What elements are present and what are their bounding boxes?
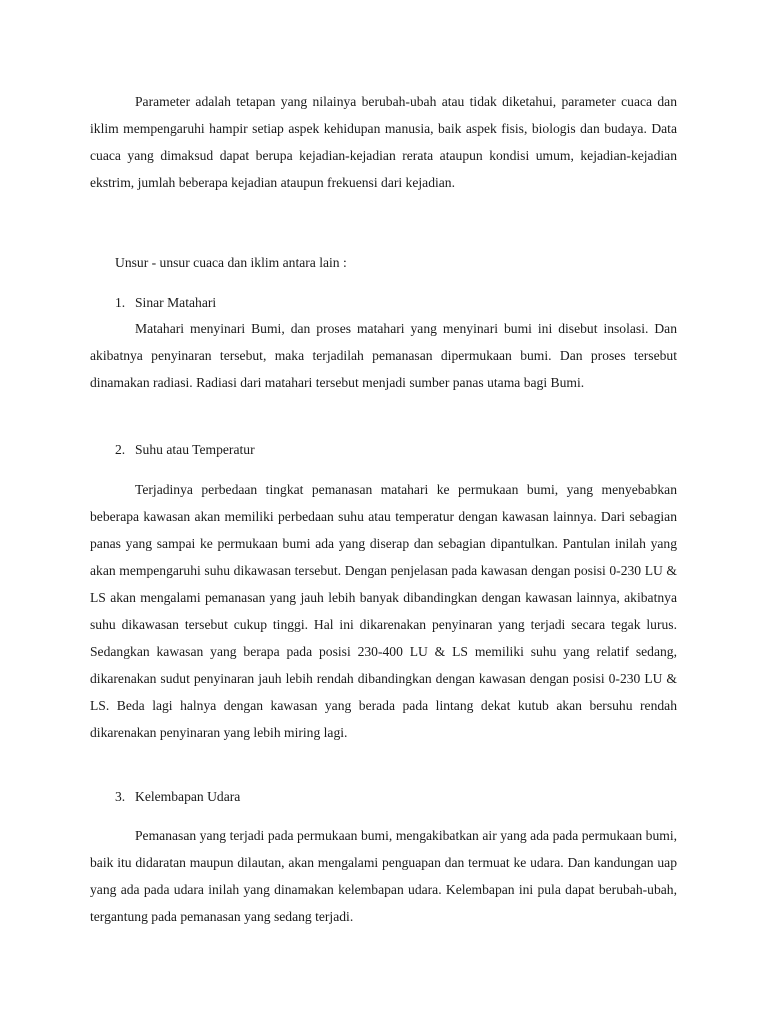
list-intro: Unsur - unsur cuaca dan iklim antara lain :: [115, 255, 347, 270]
section-3-title: Kelembapan Udara: [135, 789, 241, 804]
section-1-number: 1.: [115, 295, 126, 310]
section-2-title: Suhu atau Temperatur: [135, 442, 255, 457]
section-1-body: Matahari menyinari Bumi, dan proses matahari yang menyinari bumi ini disebut insolasi. Dan akibatnya penyinaran tersebut, maka terjadilah pemanasan dipermukaan bumi. Dan proses tersebut dinamakan radiasi. Radiasi dari matahari tersebut menjadi sumber panas utama bagi Bumi.: [90, 321, 677, 390]
intro-paragraph: Parameter adalah tetapan yang nilainya berubah-ubah atau tidak diketahui, parameter cuaca dan iklim mempengaruhi hampir setiap aspek kehidupan manusia, baik aspek fisis, biologis dan budaya. Data cuaca yang dimaksud dapat berupa kejadian-kejadian rerata ataupun kondisi umum, kejadian-kejadian ekstrim, jumlah beberapa kejadian ataupun frekuensi dari kejadian.: [90, 94, 677, 190]
section-2-number: 2.: [115, 442, 126, 457]
section-2-body: Terjadinya perbedaan tingkat pemanasan matahari ke permukaan bumi, yang menyebabkan beberapa kawasan akan memiliki perbedaan suhu atau temperatur dengan kawasan lainnya. Dari sebagian panas yang sampai ke permukaan bumi ada yang diserap dan sebagian dipantulkan. Pantulan inilah yang akan mempengaruhi suhu dikawasan tersebut. Dengan penjelasan pada kawasan dengan posisi 0-230 LU & LS akan mengalami pemanasan yang jauh lebih banyak dibandingkan dengan kawasan lainnya, akibatnya suhu dikawasan tersebut cukup tinggi. Hal ini dikarenakan penyinaran yang terjadi secara tegak lurus. Sedangkan kawasan yang berapa pada posisi 230-400 LU & LS memiliki suhu yang relatif sedang, dikarenakan sudut penyinaran jauh lebih rendah dibandingkan dengan kawasan dengan posisi 0-230 LU & LS. Beda lagi halnya dengan kawasan yang berada pada lintang dekat kutub akan bersuhu rendah dikarenakan penyinaran yang lebih miring lagi.: [90, 482, 677, 740]
section-1-title: Sinar Matahari: [135, 295, 217, 310]
section-3-number: 3.: [115, 789, 126, 804]
section-3-body: Pemanasan yang terjadi pada permukaan bumi, mengakibatkan air yang ada pada permukaan bumi, baik itu didaratan maupun dilautan, akan mengalami penguapan dan termuat ke udara. Dan kandungan uap yang ada pada udara inilah yang dinamakan kelembapan udara. Kelembapan ini pula dapat berubah-ubah, tergantung pada pemanasan yang sedang terjadi.: [90, 828, 677, 924]
